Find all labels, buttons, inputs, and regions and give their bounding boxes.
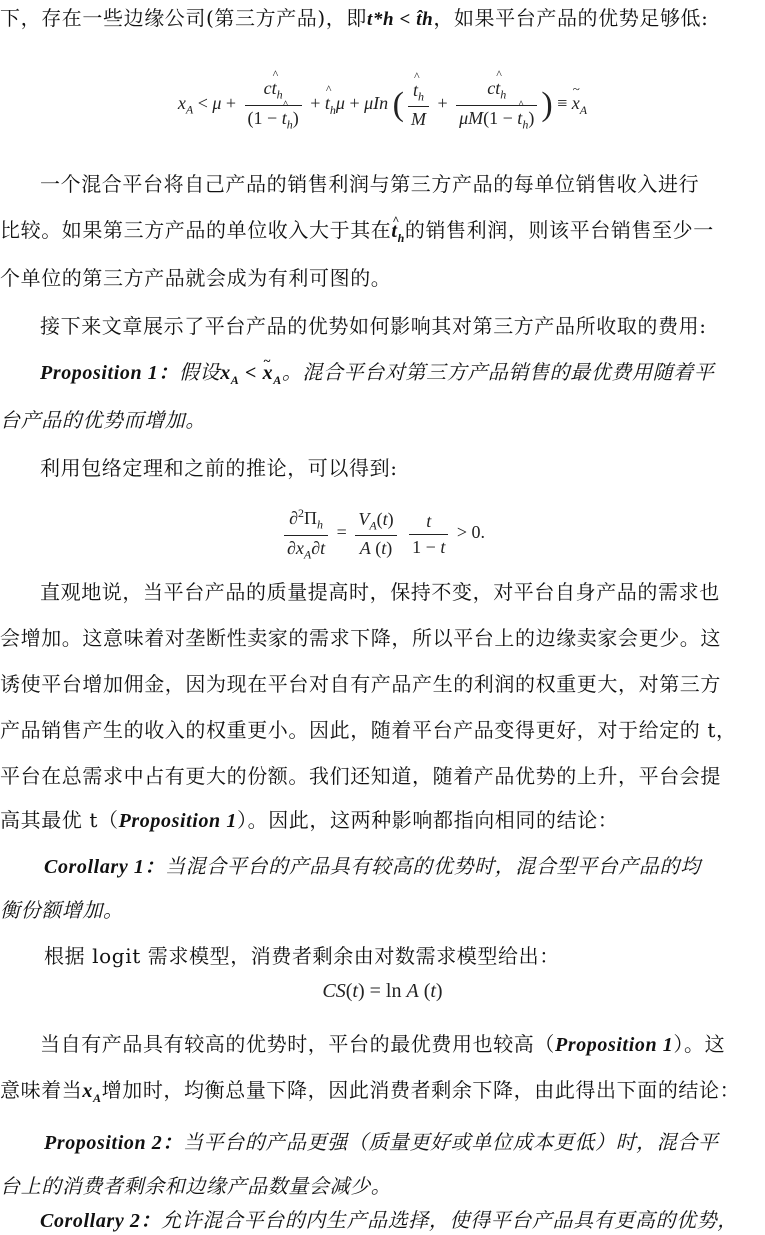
text-line (0, 4, 765, 34)
text-line (0, 670, 765, 698)
corollary-label: Corollary 2： (40, 1210, 162, 1232)
text-line (0, 624, 765, 652)
text-line (0, 942, 765, 970)
inline-math: $x_A < x$ $\sim_A$ (220, 362, 282, 384)
inline-math: t ^ (391, 217, 397, 245)
proposition-1 (0, 358, 765, 394)
text-span: 一个混合平台将自己产品的销售利润与第三方产品的每单位销售收入进行 (40, 172, 700, 196)
corollary-label: Corollary 1： (44, 856, 166, 878)
text-span: 台上的消费者剩余和边缘产品数量会减少。 (0, 1174, 392, 1198)
text-line (0, 716, 765, 744)
text-span: 当混合平台的产品具有较高的优势时，混合型平台产品的均 (165, 854, 701, 878)
text-span: ，如果平台产品的优势足够低: (433, 6, 709, 30)
text-span: ）。因此，这两种影响都指向相同的结论： (237, 808, 619, 832)
text-line (0, 1076, 765, 1112)
text-line (0, 170, 765, 198)
text-span: 。混合平台对第三方产品销售的最优费用随着平 (281, 360, 715, 384)
inline-math-condition: t*h < t̂h (367, 9, 434, 30)
text-line (0, 896, 765, 924)
text-line (0, 762, 765, 790)
text-span: 高其最优 t（ (0, 808, 119, 832)
text-span: 衡份额增加。 (0, 898, 124, 922)
equation-2: $\frac{\partial^2\Pi_h}{\partial x_A\partial t}$ = $\frac{V_A(t)}{A (t)}$ $\frac{t}{1 - t}$ > 0. (0, 506, 765, 562)
text-span: 根据 logit 需求模型，消费者剩余由对数需求模型给出： (44, 944, 560, 968)
text-span: 直观地说，当平台产品的质量提高时，保持不变，对平台自身产品的需求也 (40, 580, 720, 604)
equation-3: CS(t) = ln A (t) (322, 980, 443, 1002)
text-line (0, 406, 765, 434)
text-span: 下，存在一些边缘公司(第三方产品)，即 (0, 6, 368, 30)
text-line (0, 806, 765, 835)
text-span: 当平台的产品更强（质量更好或单位成本更低）时，混合平 (182, 1130, 719, 1154)
text-line (0, 1030, 765, 1059)
text-span: 产品销售产生的收入的权重更小。因此，随着平台产品变得更好，对于给定的 t， (0, 718, 737, 742)
text-line (0, 312, 765, 340)
proposition-2 (0, 1128, 765, 1157)
text-span: 增加时，均衡总量下降，因此消费者剩余下降，由此得出下面的结论： (101, 1078, 741, 1102)
text-line (0, 578, 765, 606)
text-span: 当自有产品具有较高的优势时，平台的最优费用也较高（ (40, 1032, 555, 1056)
text-span: 允许混合平台的内生产品选择，使得平台产品具有更高的优势， (161, 1208, 738, 1232)
corollary-2 (0, 1206, 765, 1235)
text-span: 假设 (178, 360, 221, 384)
equation-1: $x_A < \mu$ + $\frac{ct \^{}_h}{(1 - t \^{}_h)}$ + t $\^{}_h\mu + \mu In$ ( $\frac{t \^{}_h}{M}$ + $\frac{ct \^{}_h}{\mu M(1 - t \^{}_h)}$ ) ≡ x $\sim_A$ (0, 78, 765, 132)
proposition-label: Proposition 1： (40, 362, 179, 384)
text-span: 接下来文章展示了平台产品的优势如何影响其对第三方产品所收取的费用: (40, 314, 707, 338)
text-span: 会增加。这意味着对垄断性卖家的需求下降，所以平台上的边缘卖家会更少。这 (0, 626, 721, 650)
inline-math: $x_A$ (82, 1080, 102, 1105)
text-line (0, 454, 765, 482)
text-span: 平台在总需求中占有更大的份额。我们还知道，随着产品优势的上升，平台会提 (0, 764, 721, 788)
text-line (0, 1172, 765, 1200)
text-span: 诱使平台增加佣金，因为现在平台对自有产品产生的利润的权重更大，对第三方 (0, 672, 721, 696)
proposition-reference: Proposition 1 (555, 1034, 674, 1056)
text-span: 利用包络定理和之前的推论，可以得到: (40, 456, 398, 480)
text-span: 个单位的第三方产品就会成为有利可图的。 (0, 266, 392, 290)
text-span: 意味着当 (0, 1078, 83, 1102)
corollary-1 (0, 852, 765, 881)
text-span: 比较。如果第三方产品的单位收入大于其在 (0, 218, 392, 242)
text-line (0, 264, 765, 292)
text-span: ）。这 (673, 1032, 726, 1056)
proposition-reference: Proposition 1 (118, 810, 237, 832)
proposition-label: Proposition 2： (44, 1132, 183, 1154)
text-span: 的销售利润，则该平台销售至少一 (404, 218, 714, 242)
text-span: 台产品的优势而增加。 (0, 408, 206, 432)
text-line: 比较。如果第三方产品的单位收入大于其在t $\^{}_h$的销售利润，则该平台销售至少一 (0, 216, 765, 252)
